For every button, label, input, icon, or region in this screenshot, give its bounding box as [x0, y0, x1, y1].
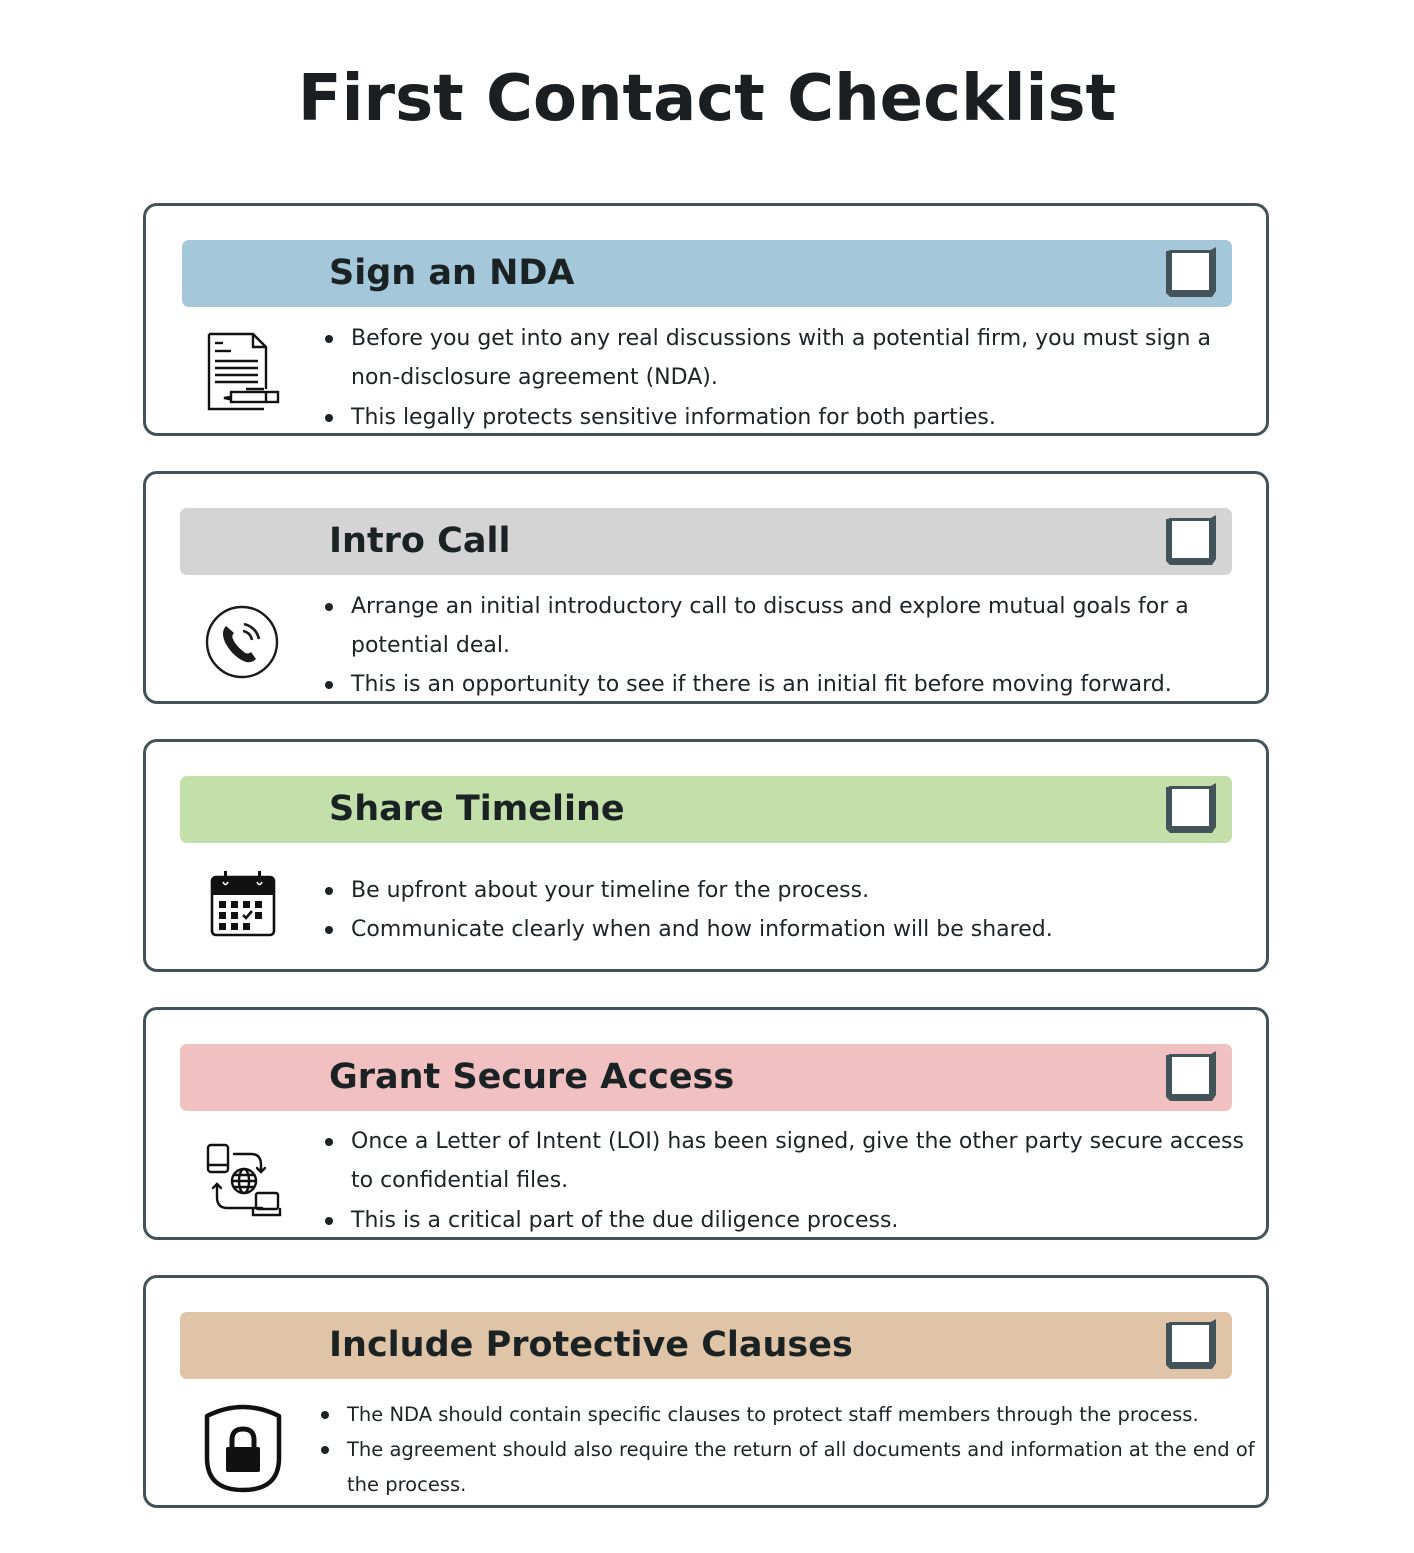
page-title: First Contact Checklist	[297, 62, 1117, 136]
checkbox[interactable]	[1166, 1319, 1216, 1369]
card-title: Include Protective Clauses	[329, 1325, 853, 1365]
checklist-card-sign-nda	[143, 203, 1269, 436]
bullet-item: Once a Letter of Intent (LOI) has been signed, give the other party secure access to confidential files.	[351, 1122, 1261, 1200]
bullet-list	[318, 587, 1261, 704]
bullet-item: This legally protects sensitive information for both parties.	[351, 398, 1261, 437]
bullet-list	[318, 319, 1261, 437]
bullet-item: Arrange an initial introductory call to discuss and explore mutual goals for a potential deal.	[351, 587, 1261, 665]
card-header-bar	[180, 1044, 1232, 1111]
bullet-list	[314, 1397, 1257, 1502]
checklist-card-grant-secure-access	[143, 1007, 1269, 1240]
bullet-item: Before you get into any real discussions with a potential firm, you must sign a non-disclosure agreement (NDA).	[351, 319, 1261, 397]
checklist-card-protective-clauses	[143, 1275, 1269, 1508]
shield-lock-icon	[203, 1402, 283, 1494]
bullet-item: This is a critical part of the due diligence process.	[351, 1201, 1261, 1240]
document-pen-icon	[206, 331, 282, 415]
card-title: Intro Call	[329, 521, 511, 561]
card-header-bar	[180, 776, 1232, 843]
bullet-item: Be upfront about your timeline for the process.	[351, 871, 1261, 910]
bullet-item: The NDA should contain specific clauses to protect staff members through the process.	[347, 1397, 1257, 1432]
checkbox[interactable]	[1166, 515, 1216, 565]
card-header-bar	[182, 240, 1232, 307]
phone-call-icon	[204, 604, 280, 680]
device-transfer-globe-icon	[206, 1143, 282, 1219]
card-title: Grant Secure Access	[329, 1057, 735, 1097]
bullet-item: Communicate clearly when and how information will be shared.	[351, 910, 1261, 949]
checkbox[interactable]	[1166, 247, 1216, 297]
calendar-icon	[210, 870, 276, 938]
card-header-bar	[180, 508, 1232, 575]
bullet-list	[318, 1122, 1261, 1240]
bullet-list	[318, 871, 1261, 949]
checklist-card-intro-call	[143, 471, 1269, 704]
checkbox[interactable]	[1166, 783, 1216, 833]
card-title: Sign an NDA	[329, 253, 575, 293]
bullet-item: This is an opportunity to see if there is an initial fit before moving forward.	[351, 665, 1261, 704]
card-title: Share Timeline	[329, 789, 625, 829]
checklist-card-share-timeline	[143, 739, 1269, 972]
card-header-bar	[180, 1312, 1232, 1379]
checkbox[interactable]	[1166, 1051, 1216, 1101]
bullet-item: The agreement should also require the return of all documents and information at the end of the process.	[347, 1432, 1257, 1502]
